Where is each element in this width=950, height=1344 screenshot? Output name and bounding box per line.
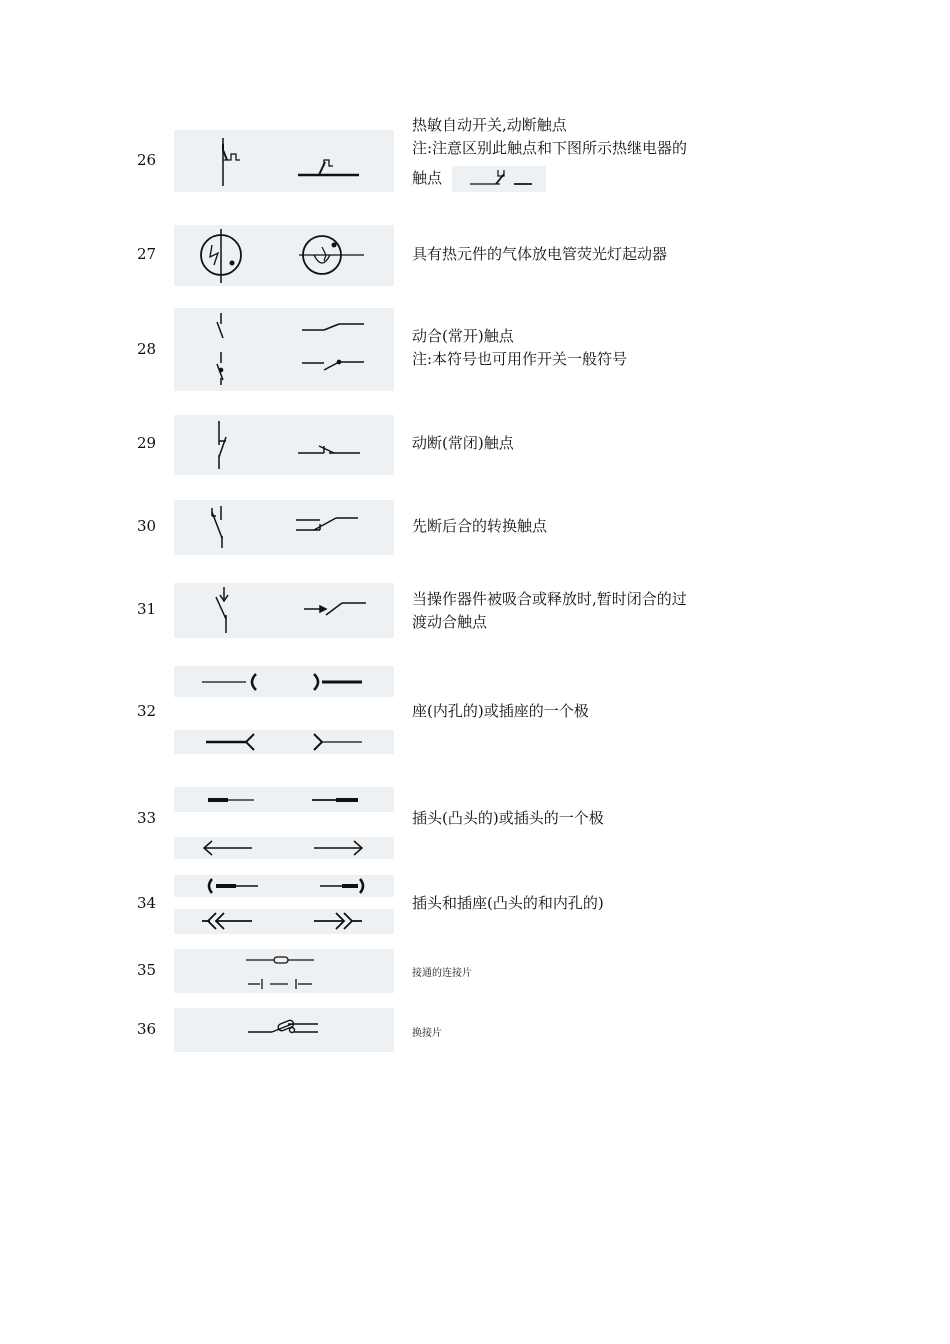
plug-and-socket-symbol: [174, 875, 394, 897]
symbol-panel-35: [174, 949, 394, 993]
symbol-panel-28: [174, 308, 394, 391]
changeover-link-symbol: [174, 1008, 394, 1052]
normally-open-contact-symbol: [174, 308, 394, 391]
symbol-panel-31: [174, 583, 394, 638]
description-26: [412, 114, 687, 192]
row-number-33: 33: [137, 809, 157, 827]
description-31: [412, 588, 687, 634]
connecting-link-closed-symbol: [174, 949, 394, 993]
socket-pole-alt-symbol: [174, 730, 394, 754]
symbol-panel-27: [174, 225, 394, 286]
description-35: [412, 967, 472, 981]
description-34-line1: 插头和插座(凸头的和内孔的): [412, 894, 604, 912]
description-28: [412, 325, 627, 371]
symbol-panel-30: [174, 500, 394, 555]
description-35-line1: 接通的连接片: [412, 968, 472, 979]
description-32-line1: 座(内孔的)或插座的一个极: [412, 702, 589, 720]
description-33-line1: 插头(凸头的)或插头的一个极: [412, 809, 604, 827]
description-34: [412, 892, 604, 915]
description-30-line1: 先断后合的转换触点: [412, 517, 548, 535]
row-number-36: 36: [137, 1020, 157, 1038]
row-number-32: 32: [137, 702, 157, 720]
symbol-panel-34a: [174, 875, 394, 897]
symbol-panel-29: [174, 415, 394, 475]
description-30: [412, 515, 547, 538]
description-31-line1: 当操作器件被吸合或释放时,暂时闭合的过: [412, 590, 687, 608]
row-number-31: 31: [137, 600, 157, 618]
socket-pole-symbol: [174, 666, 394, 697]
row-number-26: 26: [137, 151, 157, 169]
symbol-panel-33a: [174, 787, 394, 812]
symbol-panel-36: [174, 1008, 394, 1052]
description-28-line2: 注:本符号也可用作开关一般符号: [412, 350, 628, 368]
description-36: [412, 1027, 442, 1041]
description-26-line3: 触点: [412, 169, 443, 187]
plug-and-socket-arrow-symbol: [174, 909, 394, 934]
transitional-make-contact-symbol: [174, 583, 394, 638]
row-number-35: 35: [137, 961, 157, 979]
thermal-relay-contact-symbol: [452, 166, 546, 192]
symbol-panel-33b: [174, 837, 394, 859]
symbol-panel-32b: [174, 730, 394, 754]
description-26-line3-wrap: [412, 166, 687, 192]
description-31-line2: 渡动合触点: [412, 613, 488, 631]
symbol-panel-26: [174, 130, 394, 192]
symbol-panel-34b: [174, 909, 394, 934]
symbol-panel-32a: [174, 666, 394, 697]
row-number-29: 29: [137, 434, 157, 452]
changeover-contact-symbol: [174, 500, 394, 555]
plug-pole-symbol: [174, 787, 394, 812]
description-26-line1: 热敏自动开关,动断触点: [412, 116, 567, 134]
description-36-line1: 换接片: [412, 1028, 442, 1039]
row-number-34: 34: [137, 894, 157, 912]
description-27-line1: 具有热元件的气体放电管荧光灯起动器: [412, 245, 668, 263]
row-number-27: 27: [137, 245, 157, 263]
description-29: [412, 432, 514, 455]
fluorescent-starter-symbol: [174, 225, 394, 286]
description-33: [412, 807, 604, 830]
description-32: [412, 700, 589, 723]
description-29-line1: 动断(常闭)触点: [412, 434, 514, 452]
description-27: [412, 243, 667, 266]
thermal-switch-nc-symbol: [174, 130, 394, 192]
row-number-28: 28: [137, 340, 157, 358]
normally-closed-contact-symbol: [174, 415, 394, 475]
description-26-line2: 注:注意区别此触点和下图所示热继电器的: [412, 139, 688, 157]
plug-pole-arrow-symbol: [174, 837, 394, 859]
description-28-line1: 动合(常开)触点: [412, 327, 514, 345]
row-number-30: 30: [137, 517, 157, 535]
